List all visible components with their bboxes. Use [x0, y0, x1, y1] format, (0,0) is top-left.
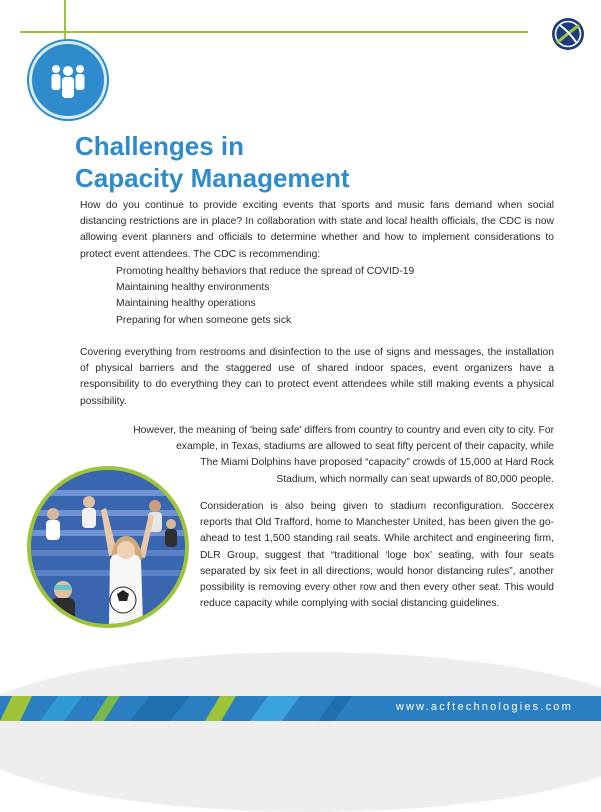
people-group-icon [46, 60, 90, 100]
title-line-1: Challenges in [75, 131, 245, 161]
page-title [75, 130, 350, 194]
body-paragraph-2: Covering everything from restrooms and disinfection to the use of signs and messages, the installation of physical barriers and the staggered use of shared indoor spaces, event organizers have a responsibility to do everything they can to protect event attendees while still making events a physical possibility. [80, 347, 554, 407]
footer-curve-background [0, 652, 601, 812]
stadium-fans-photo [27, 466, 189, 628]
paragraph-3-line: The Miami Dolphins have proposed “capacity” crowds of 15,000 at Hard Rock [200, 457, 554, 469]
intro-paragraph: How do you continue to provide exciting events that sports and music fans demand when social distancing restrictions are in place? In collaboration with state and local health officials, the CDC is now allowing event planners and officials to determine whether and how to implement considerations to protect event attendees. The CDC is recommending: [80, 200, 554, 260]
list-item: Maintaining healthy operations [116, 298, 256, 310]
top-vertical-rule [64, 0, 66, 42]
people-group-badge [29, 41, 107, 119]
list-item: Maintaining healthy environments [116, 282, 270, 294]
list-item: Promoting healthy behaviors that reduce the spread of COVID-19 [116, 266, 415, 277]
footer-website-url[interactable]: www.acftechnologies.com [395, 701, 573, 713]
footer-bar [0, 696, 601, 721]
top-horizontal-rule [20, 31, 528, 33]
body-paragraph-3 [105, 423, 554, 488]
body-paragraph-4: Consideration is also being given to stadium reconfiguration. Soccerex reports that Old Trafford, home to Manchester United, has been given the go-ahead to test 1,500 standing rail seats. While architect and engineering firm, DLR Group, suggest that “traditional ‘loge box’ seating, with four seats separated by six feet in all directions, would honor distancing rules”, another possibility is removing every other row and then every other seat. This would reduce capacity while complying with social distancing guidelines. [200, 501, 554, 610]
list-item: Preparing for when someone gets sick [116, 314, 292, 326]
acf-logo-icon [551, 17, 585, 51]
recommendation-list [116, 264, 414, 329]
paragraph-3-line: However, the meaning of 'being safe' differs from country to country and even city to city. For [133, 425, 554, 436]
paragraph-3-line: Stadium, which normally can seat upwards of 80,000 people. [276, 473, 554, 485]
title-line-2: Capacity Management [75, 163, 350, 193]
paragraph-3-line: example, in Texas, stadiums are allowed to seat fifty percent of their capacity, while [176, 441, 554, 453]
